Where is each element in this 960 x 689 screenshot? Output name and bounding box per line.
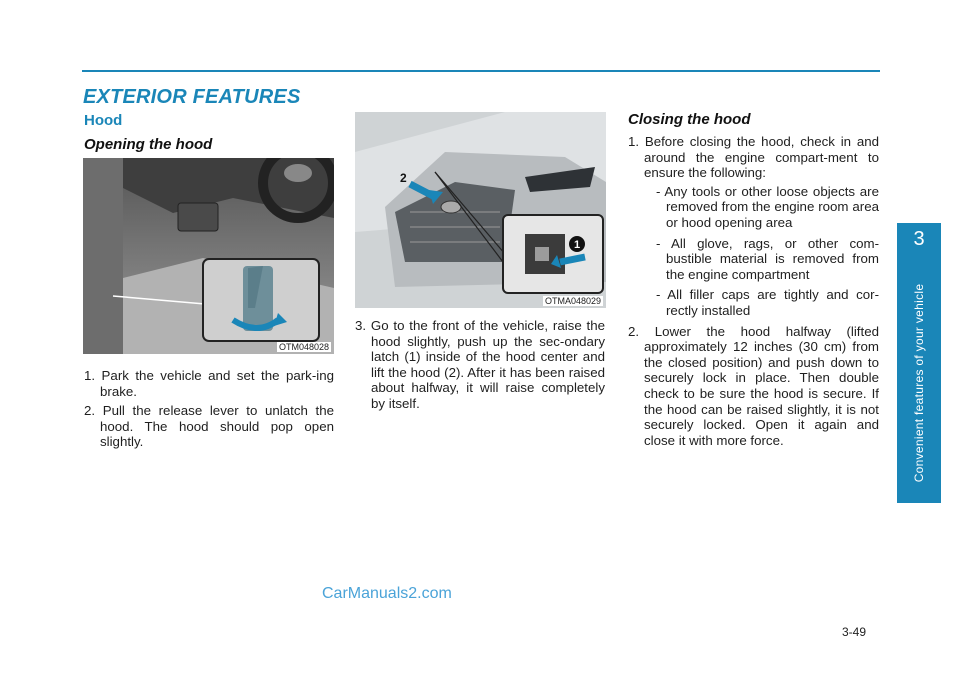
page-number: 3-49 [842, 625, 867, 639]
closing-steps-list [628, 134, 879, 452]
chapter-title: Convenient features of your vehicle [912, 283, 926, 482]
closing-check-item: - All filler caps are tightly and cor-rectly installed [656, 287, 879, 318]
release-lever-illustration [83, 158, 334, 354]
chapter-number: 3 [913, 228, 925, 250]
callout-2: 2 [400, 171, 407, 185]
opening-step-3: 3. Go to the front of the vehicle, raise the hood slightly, push up the sec-ondary latch (1) inside of the hood center and lift the hood (2). After it has been raised about halfway, it will raise completely by itself. [355, 318, 605, 411]
callout-1: 1 [573, 239, 581, 251]
figure-release-lever [83, 158, 334, 354]
closing-step-1-text: 1. Before closing the hood, check in and around the engine compart-ment to ensure the following: [628, 134, 879, 181]
figure1-code: OTM048028 [278, 342, 329, 352]
header-rule [82, 70, 880, 72]
chapter-title-vertical [897, 270, 941, 495]
opening-step3-list [355, 318, 605, 416]
opening-steps-list [84, 368, 334, 454]
opening-step-2: 2. Pull the release lever to unlatch the hood. The hood should pop open slightly. [84, 403, 334, 450]
figure-secondary-latch [355, 112, 606, 308]
closing-step-2: 2. Lower the hood halfway (lifted approximately 12 inches (30 cm) from the closed position) and push down to securely lock in place. Then double check to be sure the hood is secure. If the hood can be raised slightly, it is not securely locked. Open it again and close it with more force. [628, 323, 879, 448]
closing-check-item: - All glove, rags, or other com-bustible material is removed from the engine compartment [656, 235, 879, 282]
opening-step-1: 1. Park the vehicle and set the park-ing brake. [84, 368, 334, 399]
closing-step-1 [628, 134, 879, 319]
closing-hood-title: Closing the hood [628, 111, 751, 128]
section-title: EXTERIOR FEATURES [83, 86, 301, 108]
figure2-code: OTMA048029 [544, 296, 601, 306]
hood-heading: Hood [84, 112, 123, 129]
front-vehicle-illustration [355, 112, 606, 308]
watermark-link[interactable]: CarManuals2.com [322, 585, 452, 602]
closing-check-item: - Any tools or other loose objects are removed from the engine room area or hood opening area [656, 183, 879, 230]
opening-hood-title: Opening the hood [84, 136, 213, 153]
closing-checklist [644, 184, 879, 319]
